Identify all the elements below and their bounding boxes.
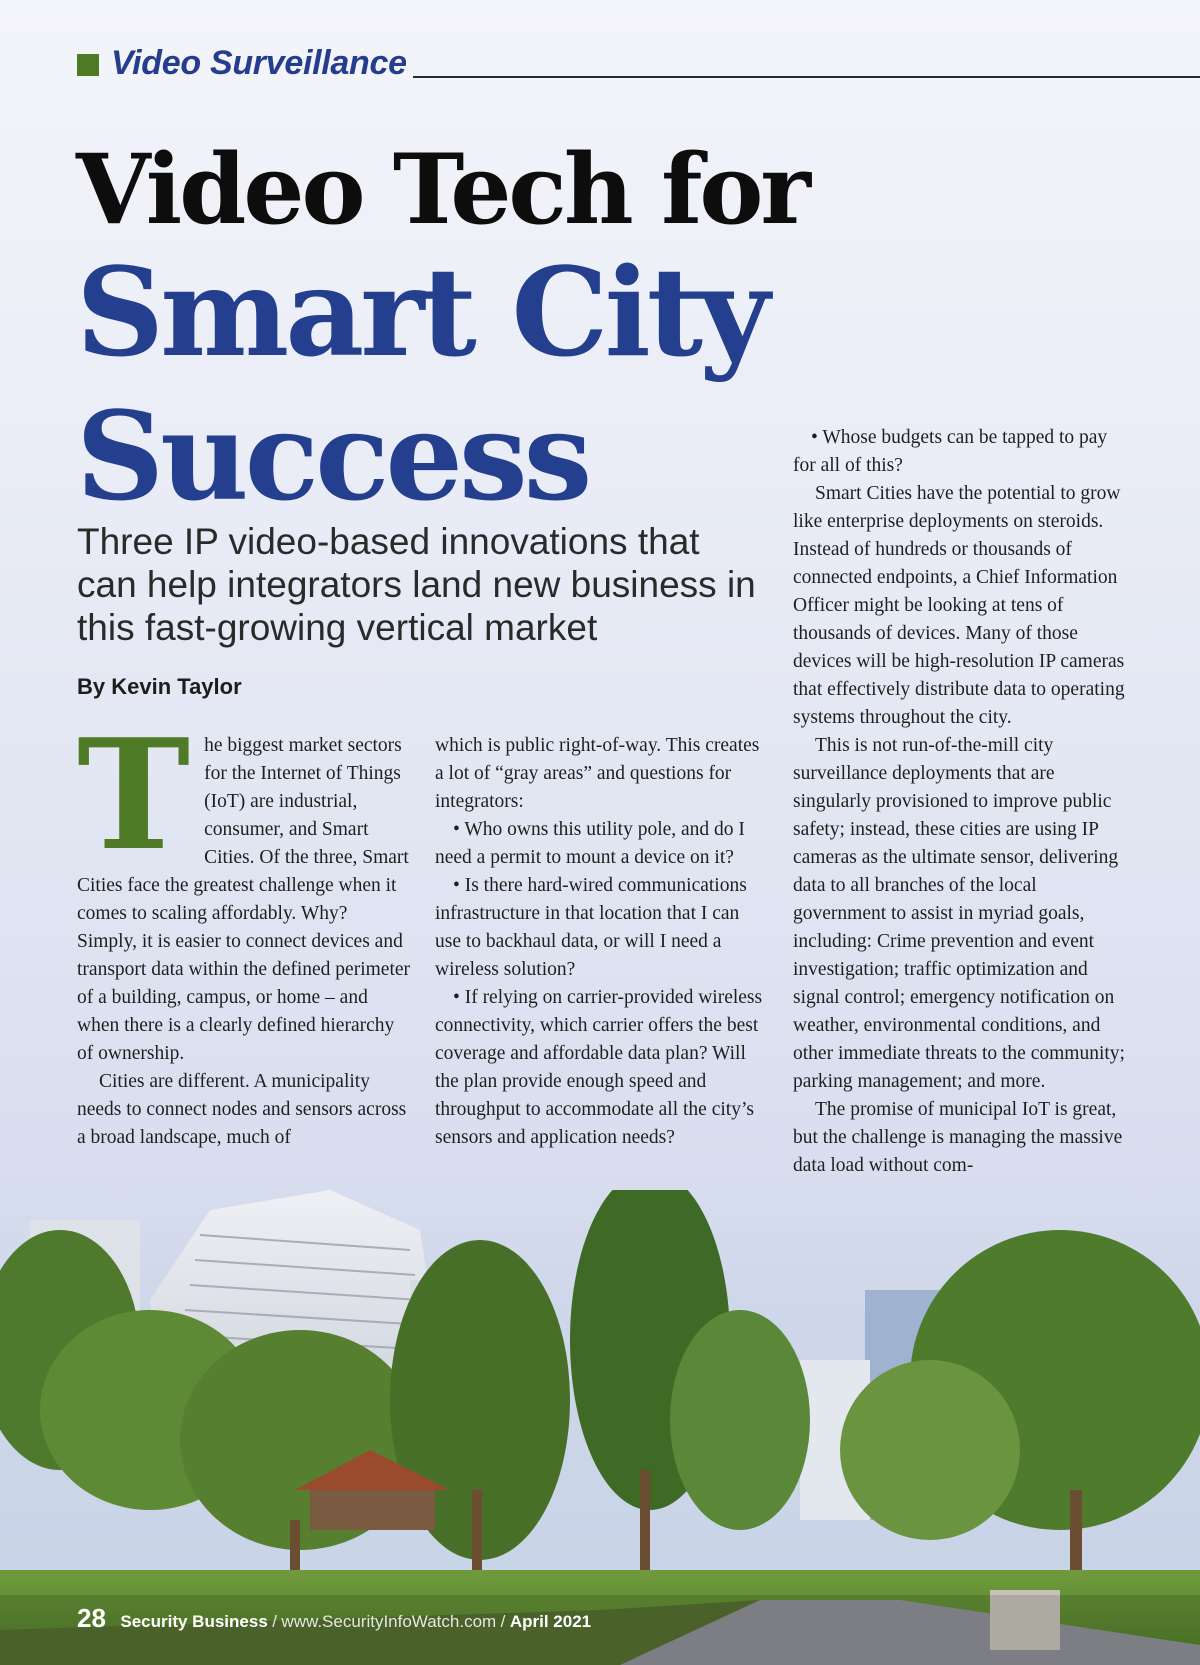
- article-column-3: [793, 424, 1133, 1180]
- paragraph: The promise of municipal IoT is great, but the challenge is managing the massive data load without com-: [793, 1099, 1123, 1176]
- city-park-photo: [0, 1190, 1200, 1665]
- issue-date: April 2021: [509, 1612, 592, 1631]
- section-label: Video Surveillance: [111, 44, 407, 82]
- drop-cap: T: [77, 705, 191, 884]
- paragraph: Cities are different. A municipality needs to connect nodes and sensors across a broad landscape, much of: [77, 1071, 407, 1148]
- paragraph: he biggest market sectors for the Internet of Things (IoT) are industrial, consumer, and Smart Cities. Of the three, Smart Cities face the greatest challenge when it comes to scaling affordably. Why? Simply, it is easier to connect devices and transport data within the defined perimeter of a building, campus, or home – and when there is a clearly defined hierarchy of ownership.: [77, 735, 411, 1064]
- bullet-item: • Whose budgets can be tapped to pay for all of this?: [793, 427, 1108, 476]
- section-marker: [77, 54, 99, 76]
- headline-line-3: Success: [76, 384, 589, 528]
- website-link[interactable]: www.SecurityInfoWatch.com: [281, 1612, 497, 1631]
- bullet-item: • Is there hard-wired communications infrastructure in that location that I can use to backhaul data, or will I need a wireless solution?: [435, 875, 747, 980]
- paragraph: which is public right-of-way. This creates a lot of “gray areas” and questions for integrators:: [435, 735, 760, 812]
- headline-line-1: Video Tech for: [76, 133, 808, 246]
- headline-line-2: Smart City: [76, 240, 767, 384]
- paragraph: This is not run-of-the-mill city surveillance deployments that are singularly provisioned to improve public safety; instead, these cities are using IP cameras as the ultimate sensor, delivering data to all branches of the local government to assist in myriad goals, including: Crime prevention and event investigation; traffic optimization and signal control; emergency notification on weather, environmental conditions, and other immediate threats to the community; parking management; and more.: [793, 735, 1125, 1092]
- footer-separator: /: [272, 1612, 277, 1631]
- footer-separator: /: [500, 1612, 506, 1631]
- article-column-2: [435, 732, 770, 1152]
- headline: [76, 133, 808, 528]
- deck-subtitle: Three IP video-based innovations that can help integrators land new business in this fast-growing vertical market: [77, 521, 756, 648]
- page-number: 28: [77, 1603, 106, 1633]
- section-rule: [413, 76, 1200, 78]
- bullet-item: • Who owns this utility pole, and do I need a permit to mount a device on it?: [435, 819, 745, 868]
- page-footer: [77, 1603, 591, 1634]
- publication-name: Security Business: [120, 1612, 268, 1631]
- tree-canopy: [0, 1190, 1200, 1560]
- bullet-item: • If relying on carrier-provided wireless connectivity, which carrier offers the best coverage and affordable data plan? Will the plan provide enough speed and throughput to accommodate all the city’s sensors and application needs?: [435, 987, 763, 1148]
- byline: By Kevin Taylor: [77, 674, 242, 699]
- section-header: [77, 44, 1200, 84]
- article-column-1: [77, 705, 412, 1152]
- paragraph: Smart Cities have the potential to grow like enterprise deployments on steroids. Instead of hundreds or thousands of connected endpoints, a Chief Information Officer might be looking at tens of thousands of devices. Many of those devices will be high-resolution IP cameras that effectively distribute data to operating systems throughout the city.: [793, 483, 1125, 728]
